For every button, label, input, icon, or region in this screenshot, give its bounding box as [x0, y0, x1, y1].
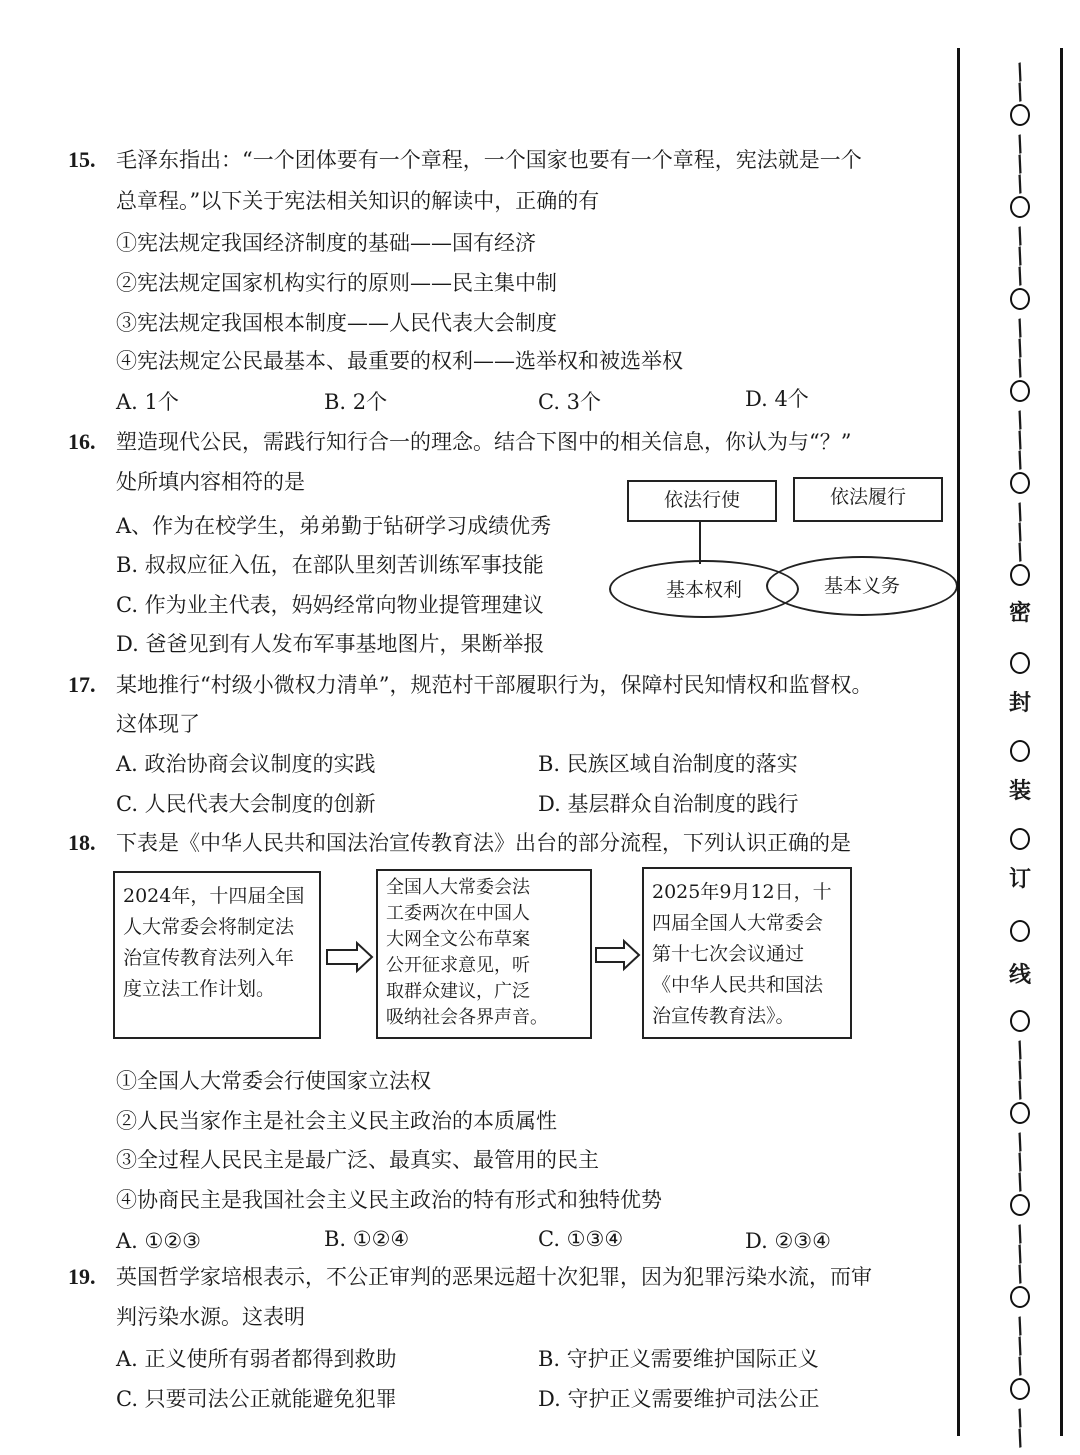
q16-option-a[interactable]: A、作为在校学生，弟弟勤于钻研学习成绩优秀	[116, 514, 552, 538]
flow-step-3-line: 四届全国人大常委会	[652, 912, 824, 934]
q18-item-1: ①全国人大常委会行使国家立法权	[116, 1069, 431, 1093]
q19-option-a[interactable]: A. 正义使所有弱者都得到救助	[116, 1347, 397, 1371]
binding-label-seal: 密	[1008, 600, 1031, 626]
diagram-ellipse-rights: 基本权利	[609, 560, 799, 618]
q17-stem-line2: 这体现了	[116, 712, 200, 736]
binding-dash-circle-lower: / / / / / / / / / / / / / /	[1006, 1010, 1034, 1450]
q18-item-3: ③全过程人民民主是最广泛、最真实、最管用的民主	[116, 1148, 599, 1172]
q18-option-a[interactable]: A. ①②③	[116, 1229, 201, 1253]
q17-option-a[interactable]: A. 政治协商会议制度的实践	[116, 752, 376, 776]
binding-label-staple: 订	[1008, 866, 1031, 892]
q15-number: 15.	[68, 147, 96, 172]
q16-number: 16.	[68, 429, 96, 454]
q16-stem-line1: 塑造现代公民，需践行知行合一的理念。结合下图中的相关信息，你认为与“？”	[116, 430, 852, 454]
q19-number: 19.	[68, 1264, 96, 1289]
flow-step-2	[376, 869, 592, 1039]
binding-label-closed: 封	[1008, 690, 1031, 716]
q15-item-4: ④宪法规定公民最基本、最重要的权利——选举权和被选举权	[116, 349, 683, 373]
flow-step-1-line: 治宣传教育法列入年	[123, 947, 295, 969]
binding-circle	[1006, 652, 1034, 680]
binding-label-bind: 装	[1008, 778, 1031, 804]
q16-option-c[interactable]: C. 作为业主代表，妈妈经常向物业提管理建议	[116, 593, 544, 617]
q18-item-4: ④协商民主是我国社会主义民主政治的特有形式和独特优势	[116, 1188, 662, 1212]
flow-step-3-line: 治宣传教育法》。	[652, 1005, 795, 1027]
flow-step-1-line: 2024年，十四届全国	[123, 885, 305, 907]
flow-step-1	[113, 871, 321, 1039]
q15-option-b[interactable]: B. 2个	[324, 390, 388, 414]
q17-option-c[interactable]: C. 人民代表大会制度的创新	[116, 792, 376, 816]
flow-step-2-line: 公开征求意见，听	[386, 955, 530, 976]
flow-step-2-line: 全国人大常委会法	[386, 877, 530, 898]
q18-item-2: ②人民当家作主是社会主义民主政治的本质属性	[116, 1109, 557, 1133]
flow-step-3-line: 2025年9月12日，十	[652, 881, 832, 903]
flow-arrow-2	[594, 938, 642, 972]
q18-stem: 下表是《中华人民共和国法治宣传教育法》出台的部分流程，下列认识正确的是	[116, 831, 851, 855]
diagram-ellipse-duties: 基本义务	[766, 556, 958, 616]
binding-border-right	[1060, 48, 1063, 1436]
q15-stem-line2: 总章程。”以下关于宪法相关知识的解读中，正确的有	[116, 189, 600, 213]
binding-dash-circle-upper: / / / / / / / / / / / / / / / / /	[1006, 60, 1034, 592]
flow-step-2-line: 吸纳社会各界声音。	[386, 1007, 548, 1028]
q16-option-d[interactable]: D. 爸爸见到有人发布军事基地图片，果断举报	[116, 632, 545, 656]
q16-stem-line2: 处所填内容相符的是	[116, 470, 305, 494]
flow-step-3-line: 第十七次会议通过	[652, 943, 805, 965]
q19-option-b[interactable]: B. 守护正义需要维护国际正义	[538, 1347, 819, 1371]
binding-circle	[1006, 740, 1034, 768]
q19-stem-line2: 判污染水源。这表明	[116, 1305, 305, 1329]
flow-step-2-line: 取群众建议，广泛	[386, 981, 530, 1002]
q18-option-b[interactable]: B. ①②④	[324, 1227, 410, 1251]
q16-option-b[interactable]: B. 叔叔应征入伍，在部队里刻苦训练军事技能	[116, 553, 544, 577]
flow-step-1-line: 度立法工作计划。	[123, 978, 276, 1000]
binding-label-line: 线	[1008, 962, 1031, 988]
q15-stem-line1: 毛泽东指出：“一个团体要有一个章程，一个国家也要有一个章程，宪法就是一个	[116, 148, 862, 172]
diagram-box-fulfill: 依法履行	[793, 477, 943, 522]
q17-option-d[interactable]: D. 基层群众自治制度的践行	[538, 792, 799, 816]
diagram-connector-line	[690, 520, 710, 565]
flow-step-2-line: 工委两次在中国人	[386, 903, 530, 924]
q19-option-d[interactable]: D. 守护正义需要维护司法公正	[538, 1387, 820, 1411]
flow-step-3	[642, 867, 852, 1039]
q18-option-c[interactable]: C. ①③④	[538, 1227, 624, 1251]
q15-option-d[interactable]: D. 4个	[745, 387, 809, 411]
q18-option-d[interactable]: D. ②③④	[745, 1229, 831, 1253]
q18-number: 18.	[68, 830, 96, 855]
binding-circle	[1006, 920, 1034, 948]
binding-border-left	[957, 48, 960, 1436]
binding-circle	[1006, 828, 1034, 856]
diagram-box-exercise: 依法行使	[627, 480, 777, 522]
q15-item-2: ②宪法规定国家机构实行的原则——民主集中制	[116, 271, 557, 295]
q17-stem-line1: 某地推行“村级小微权力清单”，规范村干部履职行为，保障村民知情权和监督权。	[116, 673, 873, 697]
q19-option-c[interactable]: C. 只要司法公正就能避免犯罪	[116, 1387, 397, 1411]
q15-option-a[interactable]: A. 1个	[116, 390, 179, 414]
q17-number: 17.	[68, 672, 96, 697]
q19-stem-line1: 英国哲学家培根表示，不公正审判的恶果远超十次犯罪，因为犯罪污染水流，而审	[116, 1265, 872, 1289]
flow-step-2-line: 大网全文公布草案	[386, 929, 530, 950]
flow-arrow-1	[325, 940, 375, 974]
flow-step-3-line: 《中华人民共和国法	[652, 974, 824, 996]
q15-option-c[interactable]: C. 3个	[538, 390, 602, 414]
q17-option-b[interactable]: B. 民族区域自治制度的落实	[538, 752, 798, 776]
flow-step-1-line: 人大常委会将制定法	[123, 916, 295, 938]
q15-item-1: ①宪法规定我国经济制度的基础——国有经济	[116, 231, 536, 255]
q15-item-3: ③宪法规定我国根本制度——人民代表大会制度	[116, 311, 557, 335]
